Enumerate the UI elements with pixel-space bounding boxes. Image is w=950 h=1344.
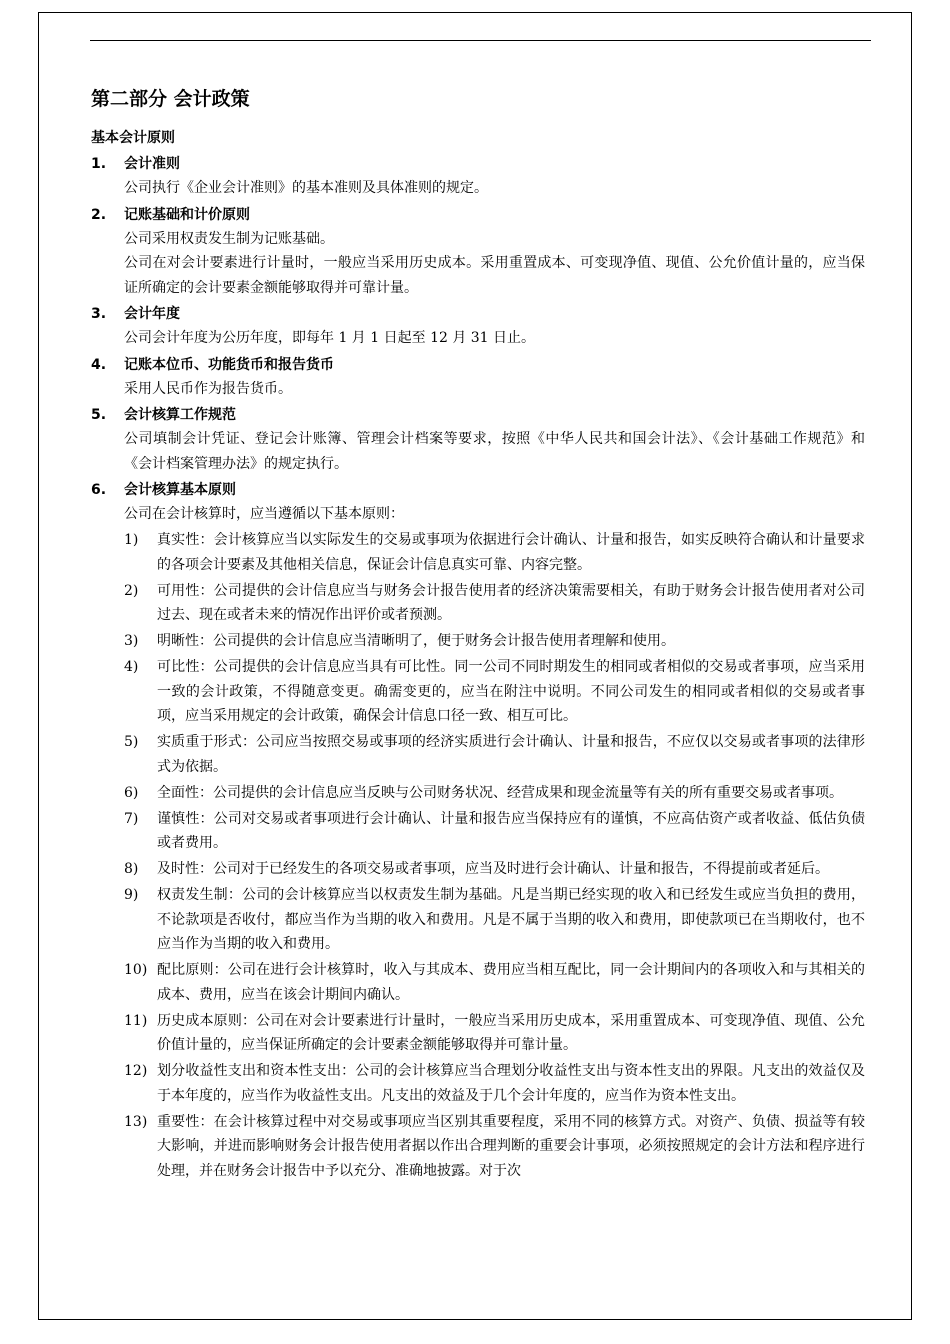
list-item-number: 12)	[124, 1063, 148, 1079]
list-item	[124, 958, 865, 1007]
section	[91, 152, 865, 201]
list-item-text: 实质重于形式：公司应当按照交易或事项的经济实质进行会计确认、计量和报告，不应仅以交易或者事项的法律形式为依据。	[157, 734, 865, 775]
list-item-number: 8)	[124, 861, 139, 877]
part-title: 第二部分 会计政策	[91, 88, 250, 110]
section	[91, 403, 865, 476]
list-item	[124, 807, 865, 856]
section-heading	[91, 353, 865, 377]
list-item-number: 1)	[124, 532, 139, 548]
paragraph: 公司在对会计要素进行计量时，一般应当采用历史成本。采用重置成本、可变现净值、现值、公允价值计量的，应当保证所确定的会计要素金额能够取得并可靠计量。	[124, 255, 865, 296]
list-item-text: 可用性：公司提供的会计信息应当与财务会计报告使用者的经济决策需要相关，有助于财务会计报告使用者对公司过去、现在或者未来的情况作出评价或者预测。	[157, 582, 865, 623]
paragraph: 公司执行《企业会计准则》的基本准则及具体准则的规定。	[124, 180, 488, 196]
list-item	[124, 1110, 865, 1184]
list-item	[124, 730, 865, 779]
list-item	[124, 629, 865, 654]
section-heading	[91, 403, 865, 427]
section-title: 记账本位币、功能货币和报告货币	[124, 356, 334, 373]
section-number: 5.	[91, 407, 107, 423]
list-item-number: 3)	[124, 633, 139, 649]
section	[91, 203, 865, 301]
list-item-text: 及时性：公司对于已经发生的各项交易或者事项，应当及时进行会计确认、计量和报告，不得提前或者延后。	[157, 861, 829, 877]
paragraph: 采用人民币作为报告货币。	[124, 380, 292, 397]
section-number: 1.	[91, 156, 107, 172]
list-item-number: 10)	[124, 962, 148, 978]
section-number: 2.	[91, 206, 107, 223]
list-item	[124, 1059, 865, 1108]
list-item-text: 重要性：在会计核算过程中对交易或事项应当区别其重要程度，采用不同的核算方式。对资产、负债、损益等有较大影响，并进而影响财务会计报告使用者据以作出合理判断的重要会计事项，必须按照规定的会计方法和程序进行处理，并在财务会计报告中予以充分、准确地披露。对于次	[157, 1113, 865, 1179]
section	[91, 302, 865, 351]
list-item	[124, 528, 865, 577]
list-item	[124, 857, 865, 882]
section	[91, 478, 865, 1183]
list-item	[124, 655, 865, 729]
list-item-number: 2)	[124, 582, 139, 599]
list-item-text: 真实性：会计核算应当以实际发生的交易或事项为依据进行会计确认、计量和报告，如实反映符合确认和计量要求的各项会计要素及其他相关信息，保证会计信息真实可靠、内容完整。	[157, 532, 865, 573]
list-item-text: 权责发生制：公司的会计核算应当以权责发生制为基础。凡是当期已经实现的收入和已经发生或应当负担的费用，不论款项是否收付，都应当作为当期的收入和费用。凡是不属于当期的收入和费用，即使款项已在当期收付，也不应当作为当期的收入和费用。	[157, 887, 865, 952]
list-item-number: 5)	[124, 734, 139, 750]
section-heading	[91, 203, 865, 227]
list-item-text: 可比性：公司提供的会计信息应当具有可比性。同一公司不同时期发生的相同或者相似的交易或者事项，应当采用一致的会计政策，不得随意变更。确需变更的，应当在附注中说明。不同公司发生的相同或者相似的交易或者事项，应当采用规定的会计政策，确保会计信息口径一致、相互可比。	[157, 659, 865, 724]
list-item-number: 13)	[124, 1113, 148, 1130]
list-item-text: 划分收益性支出和资本性支出：公司的会计核算应当合理划分收益性支出与资本性支出的界限。凡支出的效益仅及于本年度的，应当作为收益性支出。凡支出的效益及于几个会计年度的，应当作为资本性支出。	[157, 1063, 865, 1104]
section-subtitle: 基本会计原则	[91, 130, 175, 146]
paragraph: 公司采用权责发生制为记账基础。	[124, 230, 334, 247]
paragraph: 公司填制会计凭证、登记会计账簿、管理会计档案等要求，按照《中华人民共和国会计法》、《会计基础工作规范》和《会计档案管理办法》的规定执行。	[124, 431, 865, 472]
list-item-number: 4)	[124, 659, 139, 675]
section-number: 6.	[91, 482, 107, 498]
section-title: 会计核算工作规范	[124, 407, 236, 423]
list-item	[124, 1009, 865, 1058]
section-title: 记账基础和计价原则	[124, 206, 250, 223]
list-item-number: 9)	[124, 887, 139, 903]
list-item	[124, 883, 865, 957]
list-item-number: 7)	[124, 810, 139, 827]
list-item-text: 明晰性：公司提供的会计信息应当清晰明了，便于财务会计报告使用者理解和使用。	[157, 633, 675, 649]
section-title: 会计准则	[124, 156, 180, 172]
paragraph: 公司会计年度为公历年度，即每年 1 月 1 日起至 12 月 31 日止。	[124, 330, 536, 346]
section-number: 3.	[91, 306, 107, 322]
list-item-text: 谨慎性：公司对交易或者事项进行会计确认、计量和报告应当保持应有的谨慎，不应高估资产或者收益、低估负债或者费用。	[157, 810, 865, 851]
list-item	[124, 579, 865, 628]
list-item-text: 配比原则：公司在进行会计核算时，收入与其成本、费用应当相互配比，同一会计期间内的各项收入和与其相关的成本、费用，应当在该会计期间内确认。	[157, 962, 865, 1003]
list-item-text: 全面性：公司提供的会计信息应当反映与公司财务状况、经营成果和现金流量等有关的所有重要交易或者事项。	[157, 784, 843, 801]
list-item	[124, 781, 865, 806]
paragraph: 公司在会计核算时，应当遵循以下基本原则：	[124, 506, 404, 522]
section-heading	[91, 478, 865, 502]
document-body	[91, 84, 865, 1183]
section-list	[91, 152, 865, 1183]
list-item-number: 6)	[124, 784, 139, 801]
section-number: 4.	[91, 356, 107, 373]
section-title: 会计年度	[124, 306, 180, 322]
section-heading	[91, 152, 865, 176]
section	[91, 353, 865, 402]
section-title: 会计核算基本原则	[124, 482, 236, 498]
header-rule	[90, 40, 871, 41]
list-item-number: 11)	[124, 1012, 148, 1029]
section-heading	[91, 302, 865, 326]
list-item-text: 历史成本原则：公司在对会计要素进行计量时，一般应当采用历史成本，采用重置成本、可变现净值、现值、公允价值计量的，应当保证所确定的会计要素金额能够取得并可靠计量。	[157, 1012, 865, 1053]
